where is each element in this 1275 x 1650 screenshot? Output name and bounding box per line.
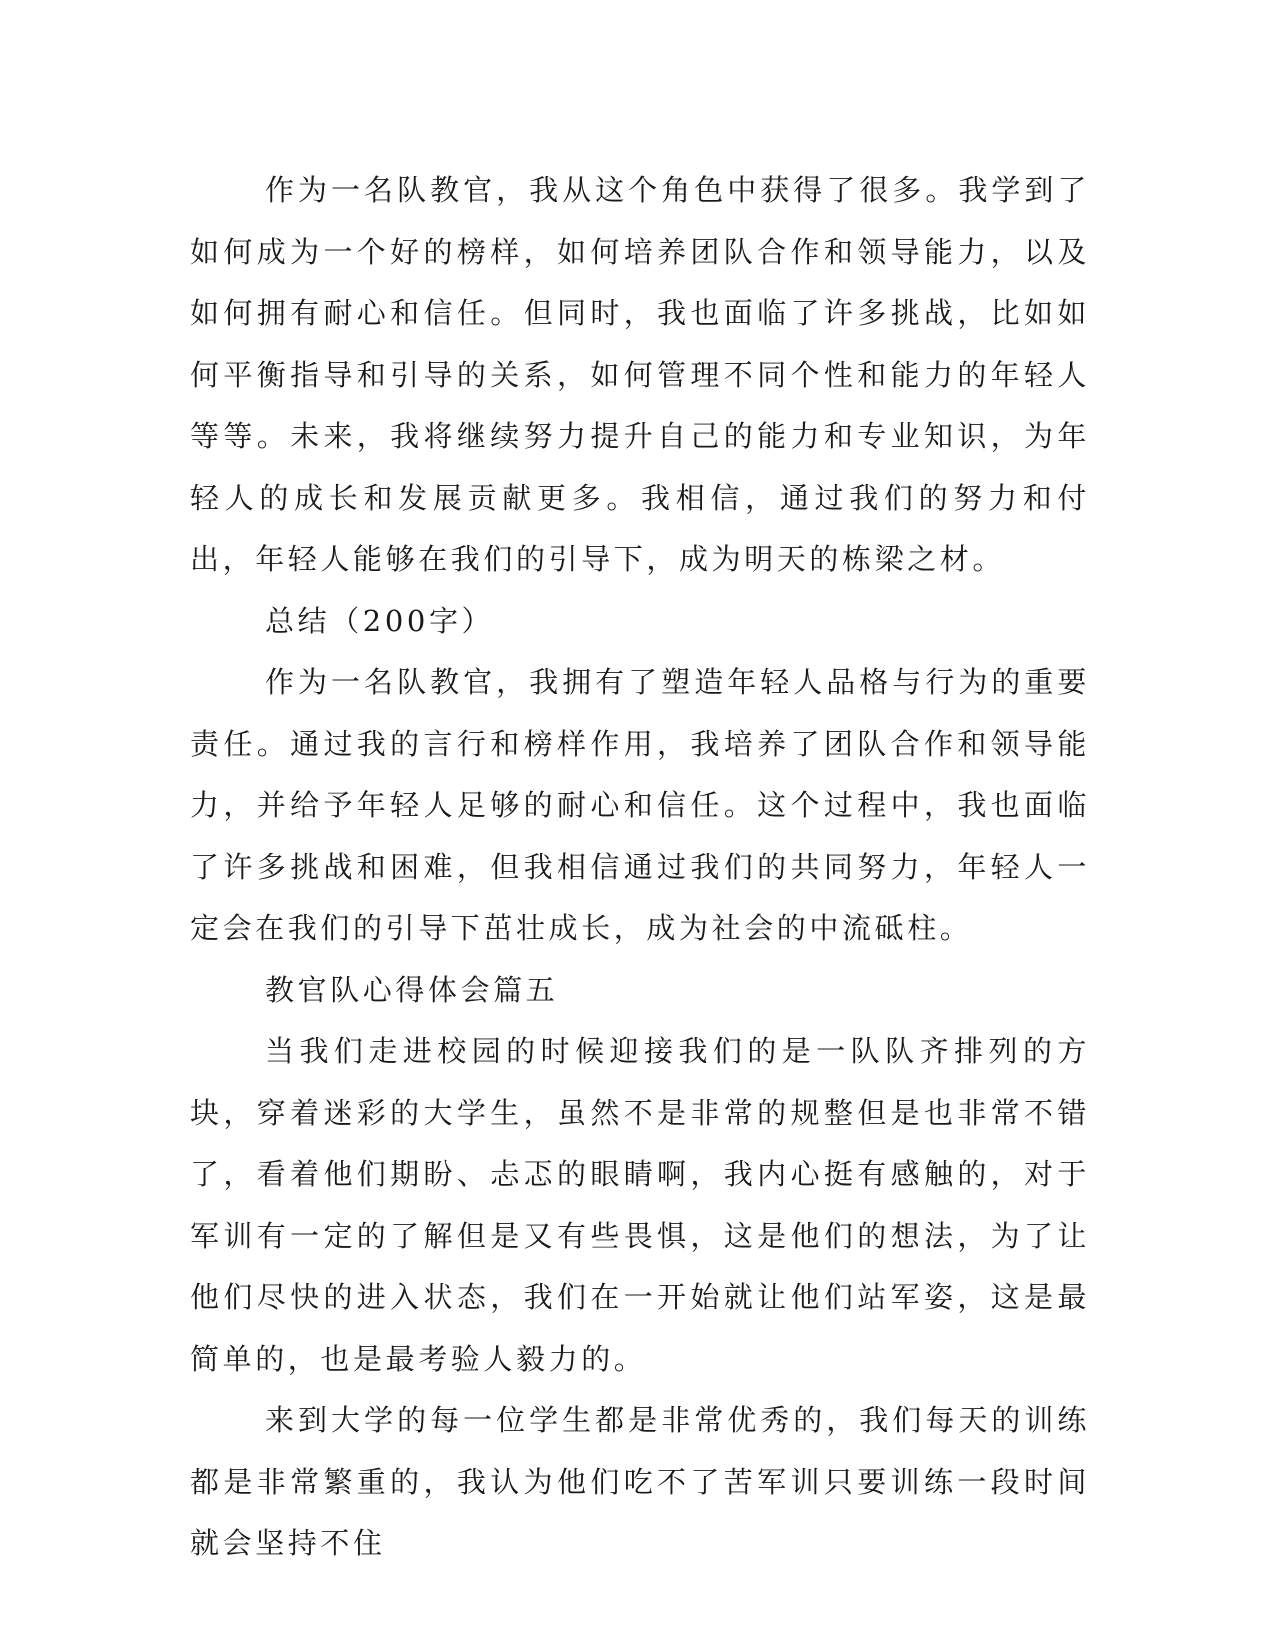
heading-summary: 总结（200字） <box>265 603 495 638</box>
paragraph-reflection: 作为一名队教官，我从这个角色中获得了很多。我学到了如何成为一个好的榜样，如何培养团队合作和领导能力，以及如何拥有耐心和信任。但同时，我也面临了许多挑战，比如如何平衡指导和引导的关系，如何管理不同个性和能力的年轻人等等。未来，我将继续努力提升自己的能力和专业知识，为年轻人的成长和发展贡献更多。我相信，通过我们的努力和付出，年轻人能够在我们的引导下，成为明天的栋梁之材。 <box>190 173 1090 576</box>
paragraph-summary: 作为一名队教官，我拥有了塑造年轻人品格与行为的重要责任。通过我的言行和榜样作用，我培养了团队合作和领导能力，并给予年轻人足够的耐心和信任。这个过程中，我也面临了许多挑战和困难，但我相信通过我们的共同努力，年轻人一定会在我们的引导下茁壮成长，成为社会的中流砥柱。 <box>190 665 1090 945</box>
heading-section-five: 教官队心得体会篇五 <box>265 972 559 1007</box>
paragraph-campus-arrival: 当我们走进校园的时候迎接我们的是一队队齐排列的方块，穿着迷彩的大学生，虽然不是非常的规整但是也非常不错了，看着他们期盼、忐忑的眼睛啊，我内心挺有感触的，对于军训有一定的了解但是又有些畏惧，这是他们的想法，为了让他们尽快的进入状态，我们在一开始就让他们站军姿，这是最简单的，也是最考验人毅力的。 <box>190 1034 1090 1376</box>
paragraph-training: 来到大学的每一位学生都是非常优秀的，我们每天的训练都是非常繁重的，我认为他们吃不了苦军训只要训练一段时间就会坚持不住 <box>190 1403 1090 1560</box>
document-body <box>190 160 1090 1575</box>
